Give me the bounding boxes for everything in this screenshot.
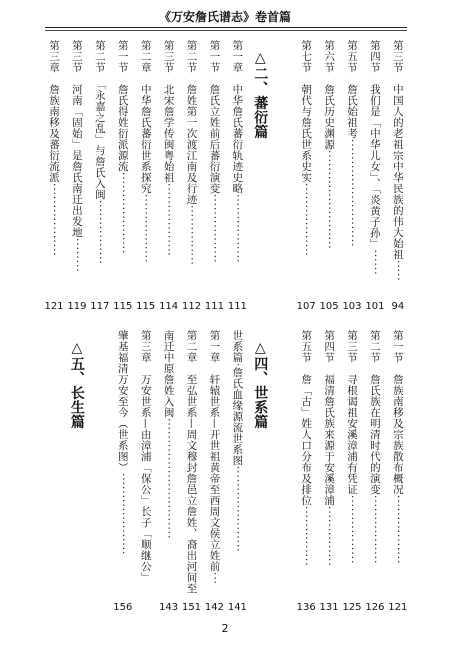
toc-entry xyxy=(137,330,155,613)
toc-entry-title: △五、长生篇 xyxy=(68,340,85,429)
toc-entry xyxy=(183,330,201,613)
toc-entry-title: 第三节 寻根谒祖安溪漳浦有凭证················ xyxy=(345,330,358,565)
toc-entry-page: 115 xyxy=(136,301,156,312)
toc-entry xyxy=(297,330,315,613)
toc-entry-title: 第一节 詹氏得姓衍派源流··················· xyxy=(116,40,129,255)
section-heading xyxy=(251,330,269,613)
toc-entry-page: 151 xyxy=(181,602,202,613)
toc-entry-page: 156 xyxy=(113,602,133,613)
toc-entry xyxy=(228,330,246,613)
toc-entry-page: 112 xyxy=(181,301,202,312)
toc-entry-title: 第二章 至弘世系—周文穆封詹邑立詹姓、裔出河间至 xyxy=(185,330,198,594)
toc-lower-panel xyxy=(45,330,407,613)
toc-entry-title: 第一章 中华詹氏蕃衍轨迹史略················ xyxy=(231,40,244,264)
section-heading xyxy=(68,330,86,613)
toc-entry-title: 第三节 河南「固始」是詹氏南迁出发地········ xyxy=(70,40,83,273)
toc-entry xyxy=(389,330,407,613)
toc-entry-page: 107 xyxy=(296,301,316,312)
toc-entry-page: 136 xyxy=(296,602,316,613)
toc-entry-title: 世系篇·詹氏血缘源流世系图···················· xyxy=(231,330,244,553)
toc-entry-title: 第三章 詹族南移及蕃衍流派················· xyxy=(48,40,60,257)
toc-entry-page: 121 xyxy=(44,301,64,312)
toc-entry-page: 114 xyxy=(159,301,179,312)
section-heading xyxy=(251,40,269,312)
toc-entry xyxy=(389,40,407,312)
toc-entry xyxy=(45,40,63,312)
toc-entry-title: 第四节 福清詹氏族来源于安溪漳浦·············· xyxy=(323,330,336,567)
toc-entry-title: △二、蕃衍篇 xyxy=(252,50,269,139)
toc-entry-title: 第三节 中国人的老祖宗中华民族的伟大始祖····· xyxy=(391,40,404,282)
toc-entry-title: 第二节 詹姓第一次渡江南及行迹·············· xyxy=(185,40,198,266)
toc-entry-page: 121 xyxy=(388,602,408,613)
toc-entry-page: 101 xyxy=(365,301,385,312)
header-rule xyxy=(45,27,407,28)
toc-entry xyxy=(45,330,63,613)
toc-entry xyxy=(205,40,223,312)
toc-entry xyxy=(91,330,109,613)
toc-entry-title: 第二节 「永嘉之乱」与詹氏入闽··············· xyxy=(93,40,106,265)
toc-entry-page: 141 xyxy=(227,602,247,613)
toc-entry-page: 131 xyxy=(319,602,339,613)
toc-entry-title: 第二章 中华詹氏蕃衍世系探究················ xyxy=(139,40,152,264)
toc-entry xyxy=(366,40,384,312)
toc-entry xyxy=(343,330,361,613)
toc-entry-title: 南迁中原詹姓入闽···························· xyxy=(162,330,175,540)
toc-entry xyxy=(160,330,178,613)
header-rule-secondary xyxy=(45,30,407,31)
toc-entry xyxy=(68,40,86,312)
toc-entry xyxy=(205,330,223,613)
toc-entry-title: 第二节 詹氏族在明清时代的演变················ xyxy=(368,330,381,565)
toc-entry-page: 125 xyxy=(342,602,362,613)
toc-entry xyxy=(160,40,178,312)
page-number: 2 xyxy=(221,622,229,635)
toc-entry-title: 第七节 朝代与詹氏世系史实················· xyxy=(300,40,313,257)
toc-entry-page: 94 xyxy=(391,301,405,312)
toc-entry xyxy=(274,40,292,312)
toc-entry xyxy=(320,40,338,312)
toc-entry-title: 第一节 詹族南移及宗族散布概况················ xyxy=(391,330,404,565)
toc-entry-title: 第一章 轩辕世系—开世祖黄帝至西周文侯立姓前··· xyxy=(208,330,221,586)
toc-entry-page: 142 xyxy=(204,602,224,613)
toc-entry xyxy=(137,40,155,312)
toc-entry-page: 117 xyxy=(90,301,110,312)
toc-entry xyxy=(297,40,315,312)
toc-entry-page: 115 xyxy=(113,301,133,312)
toc-entry-title: 第五节 詹氏始祖考························· xyxy=(345,40,358,248)
toc-entry xyxy=(114,40,132,312)
toc-entry xyxy=(183,40,201,312)
toc-entry-title: 第三节 北宋詹学传闽粤始祖················· xyxy=(162,40,175,257)
page-header: 《万安詹氏谱志》卷首篇 xyxy=(158,10,291,24)
toc-entry xyxy=(228,40,246,312)
toc-entry-title: 第六节 詹氏历史渊源······················· xyxy=(323,40,336,250)
toc-entry-page: 111 xyxy=(227,301,247,312)
toc-entry-page: 111 xyxy=(204,301,224,312)
toc-entry-title: △四、世系篇 xyxy=(252,340,269,429)
toc-entry-title: 第五节 詹「古」姓人口分布及排位·············· xyxy=(300,330,313,567)
toc-entry xyxy=(274,330,292,613)
toc-entry xyxy=(320,330,338,613)
toc-entry xyxy=(343,40,361,312)
toc-entry-title: 肇基福清万安至今（世系图）··················· xyxy=(116,330,129,556)
toc-entry-page: 126 xyxy=(365,602,385,613)
toc-entry xyxy=(366,330,384,613)
toc-entry-title: 第四节 我们是「中华儿女」、「炎黄子孙」······ xyxy=(368,40,381,276)
toc-entry-page: 105 xyxy=(319,301,339,312)
toc-entry-page: 143 xyxy=(159,602,179,613)
toc-entry-page: 119 xyxy=(67,301,87,312)
toc-entry xyxy=(114,330,132,613)
toc-upper-panel xyxy=(45,40,407,312)
toc-entry-title: 第一节 詹氏立姓前后蕃衍演变················ xyxy=(208,40,221,264)
toc-entry xyxy=(91,40,109,312)
toc-entry-page: 103 xyxy=(342,301,362,312)
toc-entry-title: 第三章 万安世系—由漳浦「保公」长子「顺继公」 xyxy=(139,330,152,583)
